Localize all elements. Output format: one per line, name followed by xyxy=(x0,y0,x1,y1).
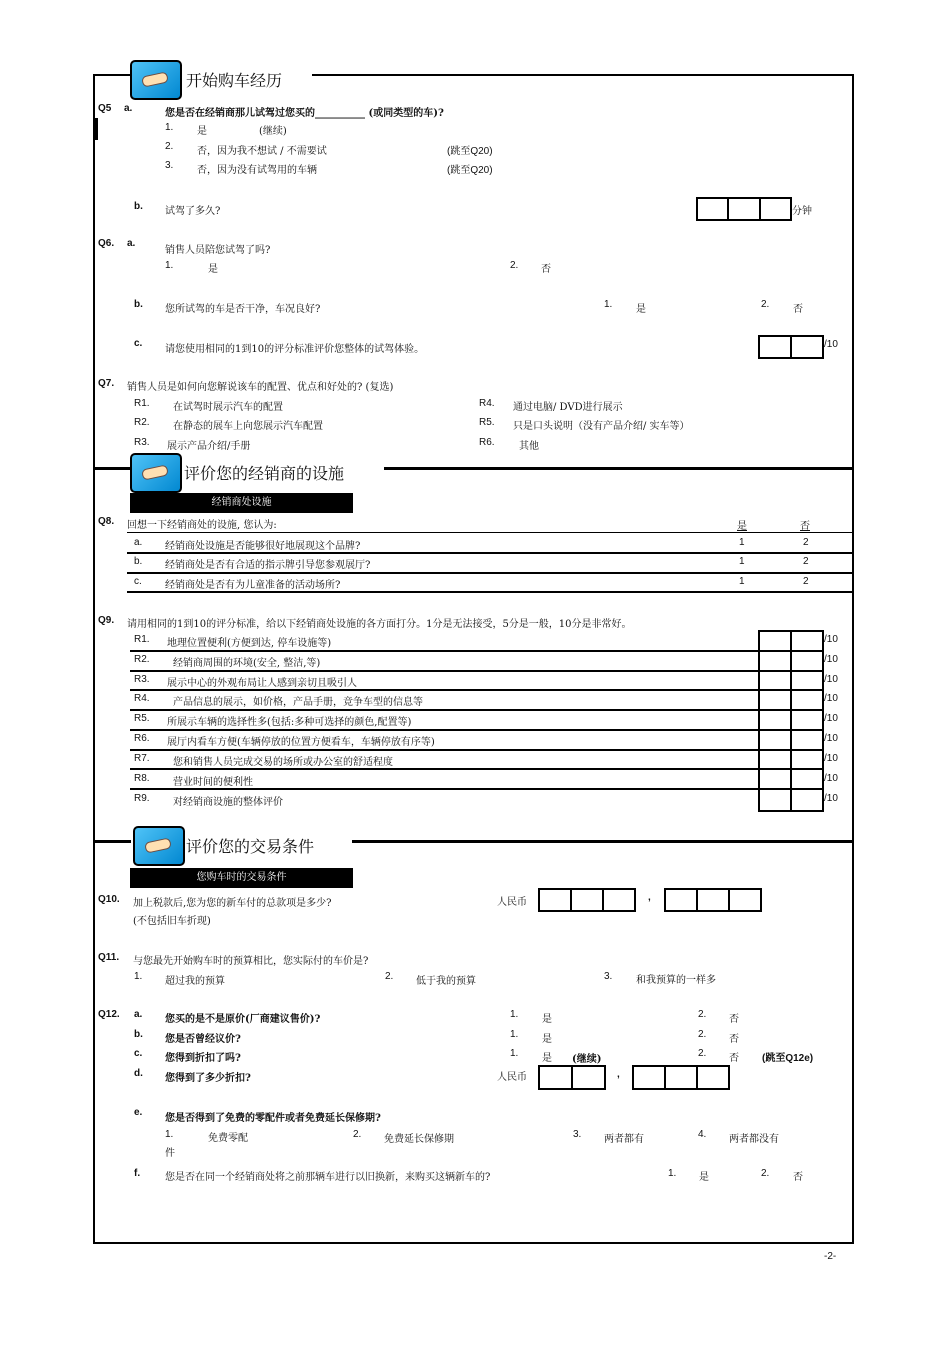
item-code: R3. xyxy=(134,674,150,685)
question-number: Q9. xyxy=(98,615,115,626)
option-number: 4. xyxy=(698,1129,707,1140)
row-line xyxy=(130,768,823,770)
question-number: Q8. xyxy=(98,516,115,527)
item-code: R1. xyxy=(134,634,150,645)
discount-input-boxes-2[interactable] xyxy=(632,1065,730,1090)
item-code: R6. xyxy=(479,437,495,448)
frame-top-right xyxy=(312,74,854,76)
option-label[interactable]: 在静态的展车上向您展示汽车配置 xyxy=(173,421,323,432)
handshake-icon xyxy=(133,826,185,866)
unit-label: /10 xyxy=(824,674,838,685)
item-code: b. xyxy=(134,556,143,567)
option-number: 3. xyxy=(573,1129,582,1140)
yes-option[interactable]: 1 xyxy=(739,537,745,548)
option-label[interactable]: 否 xyxy=(729,1034,739,1045)
option-number: 3. xyxy=(165,160,174,171)
option-number: 1. xyxy=(510,1029,519,1040)
no-option[interactable]: 2 xyxy=(803,576,809,587)
yes-option[interactable]: 1 xyxy=(739,556,745,567)
row-line xyxy=(130,729,823,731)
option-number: 1. xyxy=(134,971,143,982)
option-label[interactable]: 是 xyxy=(636,304,646,315)
option-number: 2. xyxy=(353,1129,362,1140)
option-number: 1. xyxy=(165,122,174,133)
price-input-boxes-2[interactable] xyxy=(664,888,762,912)
frame-right xyxy=(852,74,854,1244)
item-code: R1. xyxy=(134,398,150,409)
item-code: R7. xyxy=(134,753,150,764)
item-code: c. xyxy=(134,576,142,587)
row-line xyxy=(130,788,823,790)
section-divider xyxy=(93,467,131,470)
option-label-wrap: 件 xyxy=(165,1148,175,1159)
section-title: 开始购车经历 xyxy=(186,71,283,90)
skip-note: (跳至Q12e) xyxy=(762,1053,814,1064)
option-label[interactable]: 是 xyxy=(542,1053,552,1064)
price-input-boxes-1[interactable] xyxy=(538,888,636,912)
question-text: 您得到折扣了吗? xyxy=(165,1053,241,1064)
question-text: 试驾了多久? xyxy=(165,206,221,217)
option-number: 2. xyxy=(761,299,770,310)
option-number: 1. xyxy=(510,1009,519,1020)
question-text: 销售人员是如何向您解说该车的配置、优点和好处的? (复选) xyxy=(127,382,394,393)
option-number: 2. xyxy=(698,1009,707,1020)
discount-input-boxes-1[interactable] xyxy=(538,1065,606,1090)
sub-label: b. xyxy=(134,1029,143,1040)
unit-label: /10 xyxy=(824,753,838,764)
option-label[interactable]: 否 xyxy=(793,1172,803,1183)
option-label[interactable]: 只是口头说明（没有产品介绍/ 实车等） xyxy=(513,421,690,432)
question-text: 您是否在同一个经销商处将之前那辆车进行以旧换新，来购买这辆新车的? xyxy=(165,1172,491,1183)
option-label[interactable]: 超过我的预算 xyxy=(165,976,225,987)
option-label[interactable]: 免费延长保修期 xyxy=(384,1134,454,1145)
column-header-no: 否 xyxy=(800,521,810,532)
sub-label: a. xyxy=(124,103,133,114)
section-divider xyxy=(93,840,131,843)
margin-mark xyxy=(95,118,98,140)
question-text: 您是否在经销商那儿试驾过您买的__________ (或同类型的车)? xyxy=(165,108,444,119)
unit-label: /10 xyxy=(824,793,838,804)
sub-label: f. xyxy=(134,1168,141,1179)
option-number: 3. xyxy=(604,971,613,982)
sub-label: d. xyxy=(134,1068,143,1079)
section-bar: 您购车时的交易条件 xyxy=(130,868,353,888)
skip-note: (跳至Q20) xyxy=(447,146,493,157)
sub-label: b. xyxy=(134,201,143,212)
row-line xyxy=(127,552,852,554)
question-number: Q7. xyxy=(98,378,115,389)
item-code: R6. xyxy=(134,733,150,744)
section-title: 评价您的交易条件 xyxy=(186,837,315,856)
separator: , xyxy=(648,892,651,903)
question-note: (不包括旧车折现) xyxy=(133,916,211,927)
section-title: 评价您的经销商的设施 xyxy=(184,464,345,483)
row-line xyxy=(130,709,823,711)
option-label[interactable]: 展示产品介绍/手册 xyxy=(167,441,251,452)
row-label: 营业时间的便利性 xyxy=(173,777,253,788)
section-bar: 经销商处设施 xyxy=(130,493,353,513)
unit-label: /10 xyxy=(824,733,838,744)
column-header-yes: 是 xyxy=(737,521,747,532)
option-label[interactable]: 是 xyxy=(542,1014,552,1025)
row-label: 地理位置便利(方便到达, 停车设施等) xyxy=(167,638,332,649)
option-number: 1. xyxy=(510,1048,519,1059)
item-code: R4. xyxy=(479,398,495,409)
option-note: (继续) xyxy=(572,1054,602,1065)
option-label[interactable]: 否 xyxy=(541,264,551,275)
question-number: Q12. xyxy=(98,1009,120,1020)
question-text: 您所试驾的车是否干净，车况良好? xyxy=(165,304,321,315)
row-label: 所展示车辆的选择性多(包括:多种可选择的颜色,配置等) xyxy=(167,717,412,728)
frame-bottom xyxy=(93,1242,854,1244)
separator: , xyxy=(617,1069,620,1080)
item-code: R3. xyxy=(134,437,150,448)
unit-label: /10 xyxy=(824,339,838,350)
question-text: 您是否得到了免费的零配件或者免费延长保修期? xyxy=(165,1113,381,1124)
row-label: 经销商处是否有合适的指示牌引导您参观展厅? xyxy=(165,560,371,571)
row-label: 对经销商设施的整体评价 xyxy=(173,797,283,808)
option-label[interactable]: 两者都没有 xyxy=(729,1134,779,1145)
option-number: 1. xyxy=(668,1168,677,1179)
question-text: 您是否曾经议价? xyxy=(165,1034,241,1045)
question-text: 请用相同的1到10的评分标准，给以下经销商处设施的各方面打分。1分是无法接受，5分是一般，10分是非常好。 xyxy=(127,619,632,630)
option-label[interactable]: 其他 xyxy=(519,441,539,452)
question-text: 加上税款后,您为您的新车付的总款项是多少? xyxy=(133,898,332,909)
row-label: 展示中心的外观布局让人感到亲切且吸引人 xyxy=(167,678,357,689)
option-label[interactable]: 是 xyxy=(542,1034,552,1045)
unit-label: /10 xyxy=(824,654,838,665)
question-text: 销售人员陪您试驾了吗? xyxy=(165,245,271,256)
option-label[interactable]: 免费零配 xyxy=(208,1133,248,1144)
question-text: 请您使用相同的1到10的评分标准评价您整体的试驾体验。 xyxy=(165,344,425,355)
unit-label: /10 xyxy=(824,693,838,704)
row-line xyxy=(127,572,852,574)
option-label[interactable]: 低于我的预算 xyxy=(416,976,476,987)
no-option[interactable]: 2 xyxy=(803,537,809,548)
option-label[interactable]: 否 xyxy=(729,1014,739,1025)
row-label: 展厅内看车方便(车辆停放的位置方便看车，车辆停放有序等) xyxy=(167,737,435,748)
question-number: Q5 xyxy=(98,103,112,114)
question-text: 您买的是不是原价(厂商建议售价)? xyxy=(165,1014,321,1025)
option-number: 2. xyxy=(510,260,519,271)
option-number: 1. xyxy=(165,260,174,271)
row-label: 产品信息的展示，如价格，产品手册，竞争车型的信息等 xyxy=(173,697,423,708)
question-number: Q6. xyxy=(98,238,115,249)
sub-label: e. xyxy=(134,1107,143,1118)
unit-label: /10 xyxy=(824,713,838,724)
row-line xyxy=(130,689,823,691)
handshake-icon xyxy=(130,60,182,100)
option-label[interactable]: 是 xyxy=(197,126,207,137)
skip-note: (跳至Q20) xyxy=(447,165,493,176)
question-number: Q11. xyxy=(98,952,120,963)
option-label[interactable]: 在试驾时展示汽车的配置 xyxy=(173,402,283,413)
sub-label: c. xyxy=(134,338,143,349)
option-label[interactable]: 和我预算的一样多 xyxy=(636,975,716,986)
section-divider xyxy=(352,840,854,843)
option-label[interactable]: 是 xyxy=(699,1172,709,1183)
question-number: Q10. xyxy=(98,894,120,905)
rating-grid[interactable] xyxy=(758,630,824,812)
option-label[interactable]: 否 xyxy=(729,1053,739,1064)
minutes-input-boxes[interactable] xyxy=(696,197,792,221)
row-label: 您和销售人员完成交易的场所或办公室的舒适程度 xyxy=(173,757,393,768)
currency-label: 人民币 xyxy=(497,1072,527,1083)
item-code: R4. xyxy=(134,693,150,704)
row-label: 经销商处设施是否能够很好地展现这个品牌? xyxy=(165,541,361,552)
yes-option[interactable]: 1 xyxy=(739,576,745,587)
sub-label: c. xyxy=(134,1048,143,1059)
item-code: R2. xyxy=(134,417,150,428)
option-number: 2. xyxy=(385,971,394,982)
sub-label: b. xyxy=(134,299,143,310)
option-label[interactable]: 是 xyxy=(208,264,218,275)
sub-label: a. xyxy=(127,238,136,249)
frame-left xyxy=(93,74,95,1244)
no-option[interactable]: 2 xyxy=(803,556,809,567)
option-label[interactable]: 否，因为没有试驾用的车辆 xyxy=(197,165,317,176)
item-code: R9. xyxy=(134,793,150,804)
option-number: 1. xyxy=(165,1129,174,1140)
page-number: -2- xyxy=(824,1251,837,1262)
option-number: 2. xyxy=(761,1168,770,1179)
row-line xyxy=(130,749,823,751)
row-label: 经销商周围的环境(安全, 整洁,等) xyxy=(173,658,321,669)
option-number: 2. xyxy=(165,141,174,152)
unit-label: /10 xyxy=(824,773,838,784)
item-code: R2. xyxy=(134,654,150,665)
item-code: a. xyxy=(134,537,143,548)
section-divider xyxy=(384,467,854,470)
option-number: 1. xyxy=(604,299,613,310)
row-line xyxy=(127,532,852,533)
question-text: 您得到了多少折扣? xyxy=(165,1073,251,1084)
rating-input-boxes[interactable] xyxy=(758,335,824,359)
question-text: 回想一下经销商处的设施, 您认为: xyxy=(127,520,277,531)
option-note: (继续) xyxy=(259,126,287,137)
item-code: R5. xyxy=(479,417,495,428)
handshake-icon xyxy=(130,453,182,493)
item-code: R8. xyxy=(134,773,150,784)
option-number: 2. xyxy=(698,1048,707,1059)
row-label: 经销商处是否有为儿童准备的活动场所? xyxy=(165,580,341,591)
option-label[interactable]: 否 xyxy=(793,304,803,315)
row-line xyxy=(130,650,823,652)
item-code: R5. xyxy=(134,713,150,724)
unit-label: /10 xyxy=(824,634,838,645)
sub-label: a. xyxy=(134,1009,143,1020)
currency-label: 人民币 xyxy=(497,897,527,908)
option-label[interactable]: 否，因为我不想试 / 不需要试 xyxy=(197,146,327,157)
question-text: 与您最先开始购车时的预算相比，您实际付的车价是? xyxy=(133,956,369,967)
row-line xyxy=(130,670,823,672)
option-label[interactable]: 通过电脑/ DVD进行展示 xyxy=(513,402,623,413)
row-line xyxy=(127,591,852,593)
frame-top-left xyxy=(93,74,131,76)
unit-label: 分钟 xyxy=(792,206,812,217)
option-number: 2. xyxy=(698,1029,707,1040)
option-label[interactable]: 两者都有 xyxy=(604,1134,644,1145)
